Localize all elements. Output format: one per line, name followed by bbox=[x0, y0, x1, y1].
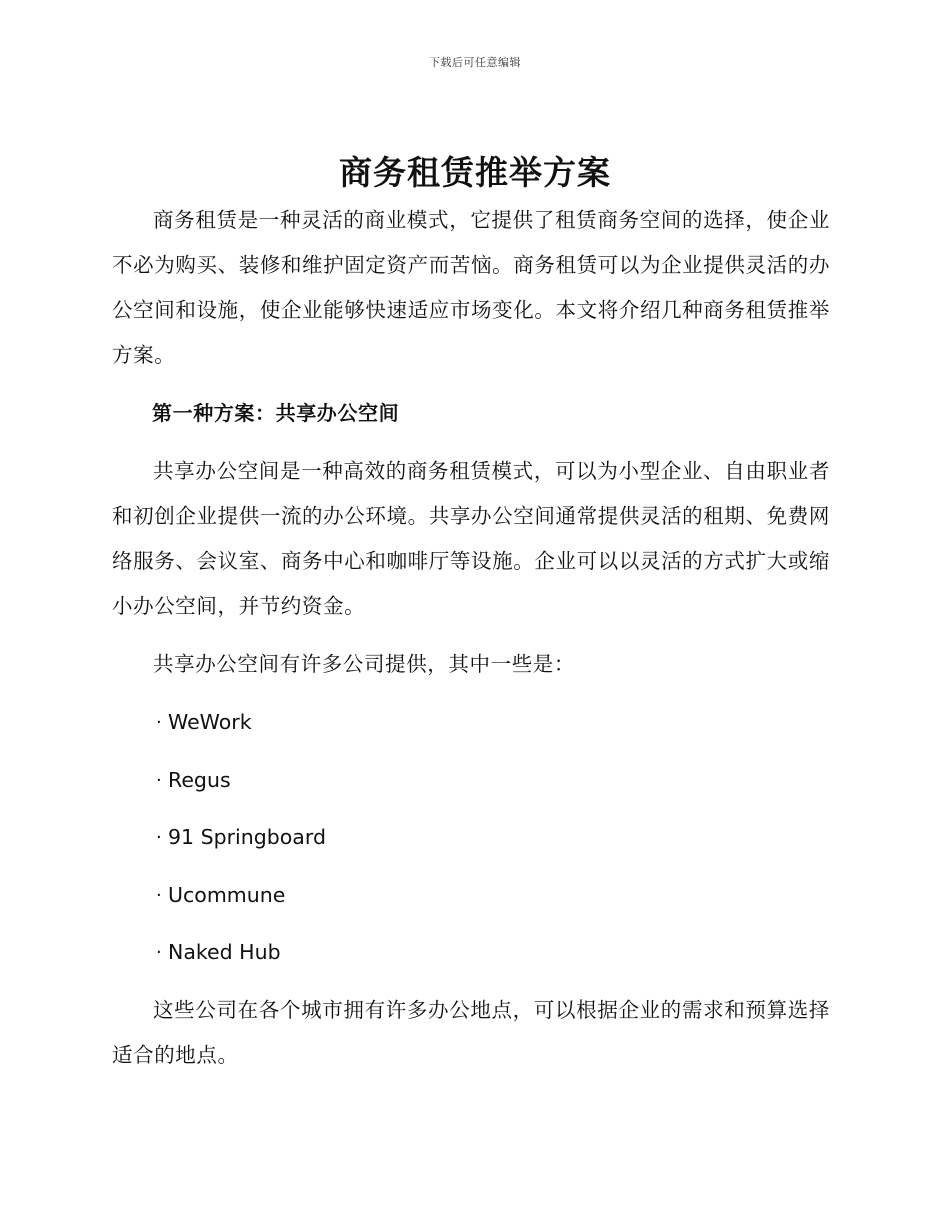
intro-paragraph: 商务租赁是一种灵活的商业模式，它提供了租赁商务空间的选择，使企业不必为购买、装修和维护固定资产而苦恼。商务租赁可以为企业提供灵活的办公空间和设施，使企业能够快速适应市场变化。本文将介绍几种商务租赁推举方案。 bbox=[112, 208, 830, 367]
document-title: 商务租赁推举方案 bbox=[339, 153, 611, 192]
provider-name: 91 Springboard bbox=[168, 825, 326, 850]
list-item bbox=[112, 815, 830, 860]
list-item bbox=[112, 758, 830, 803]
providers-intro-paragraph: 共享办公空间有许多公司提供，其中一些是： bbox=[153, 652, 575, 676]
paragraph-gap bbox=[112, 629, 830, 642]
header-note: 下载后可任意编辑 bbox=[429, 56, 521, 69]
list-item bbox=[112, 700, 830, 745]
bullet-icon: · bbox=[156, 884, 162, 906]
list-item bbox=[112, 873, 830, 918]
list-item bbox=[112, 930, 830, 975]
bullet-icon: · bbox=[156, 942, 162, 964]
provider-name: Ucommune bbox=[168, 882, 286, 907]
provider-list bbox=[112, 700, 830, 975]
paragraph-gap bbox=[112, 687, 830, 700]
bullet-icon: · bbox=[156, 712, 162, 733]
bullet-icon: · bbox=[156, 827, 162, 849]
shared-office-paragraph: 共享办公空间是一种高效的商务租赁模式，可以为小型企业、自由职业者和初创企业提供一流的办公环境。共享办公空间通常提供灵活的租期、免费网络服务、会议室、商务中心和咖啡厅等设施。企业可以以灵活的方式扩大或缩小办公空间，并节约资金。 bbox=[112, 459, 830, 618]
document-body bbox=[112, 198, 830, 1078]
provider-name: Regus bbox=[168, 767, 231, 792]
provider-name: Naked Hub bbox=[168, 940, 281, 965]
bullet-icon: · bbox=[156, 769, 162, 791]
closing-paragraph: 这些公司在各个城市拥有许多办公地点，可以根据企业的需求和预算选择适合的地点。 bbox=[112, 997, 830, 1067]
section-heading: 第一种方案：共享办公空间 bbox=[152, 401, 400, 425]
provider-name: WeWork bbox=[168, 710, 252, 734]
